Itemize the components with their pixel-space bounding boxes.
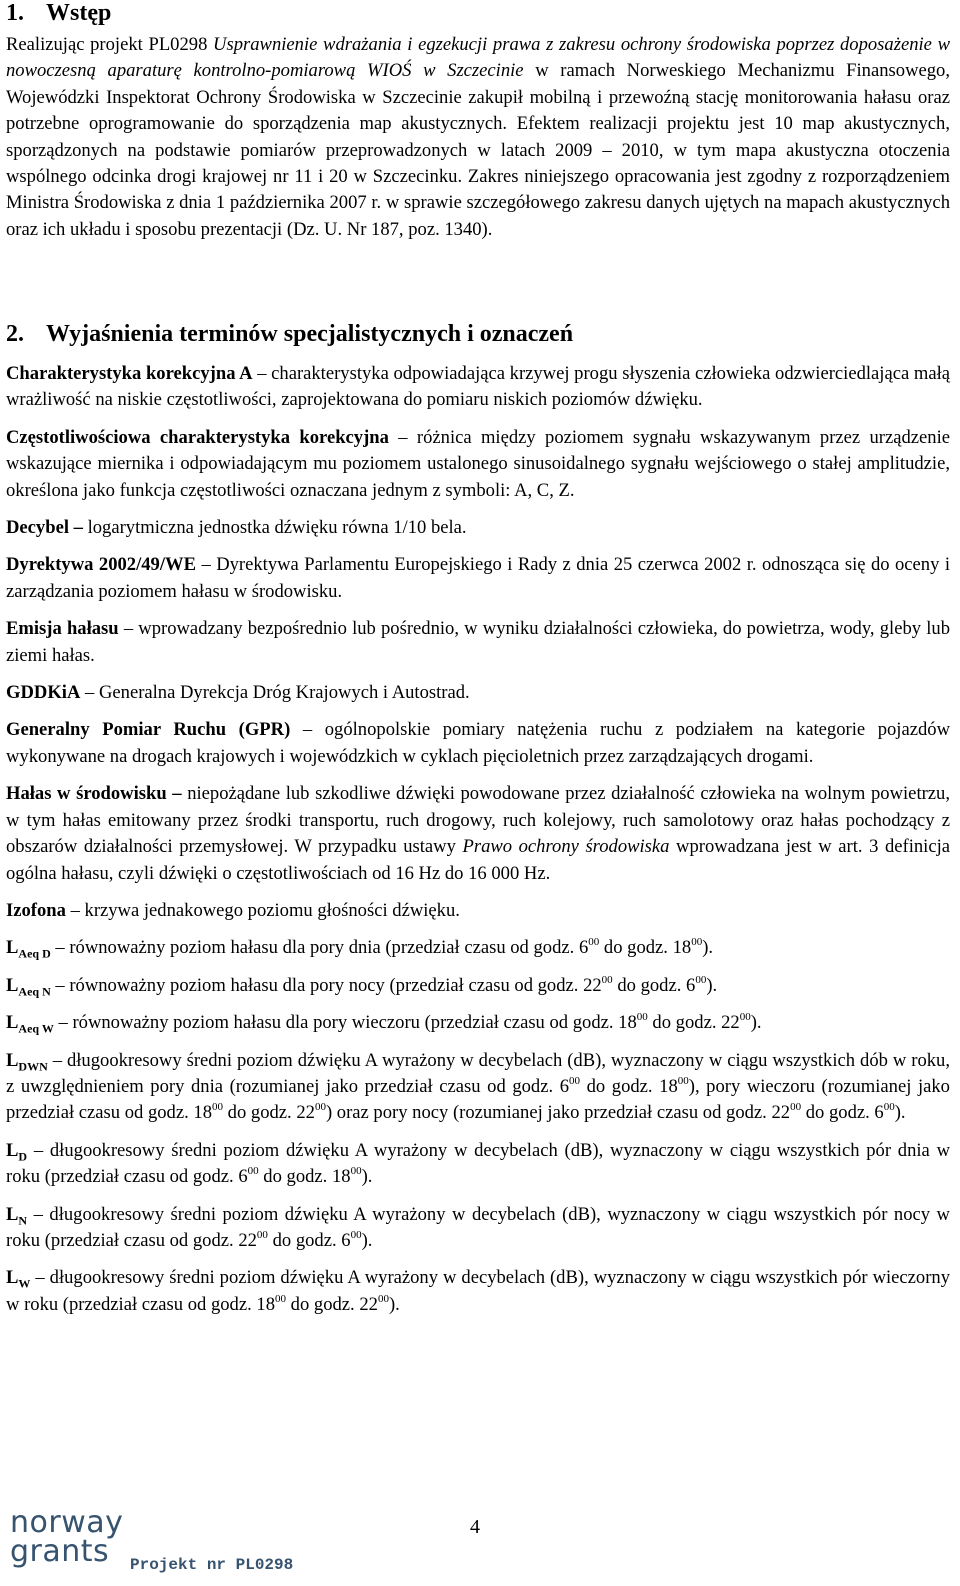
definition-text: – Dyrektywa Parlamentu Europejskiego i Rady z dnia 25 czerwca 2002 r. odnosząca się do oceny i zarządzania poziomem hałasu w środowisku.: [6, 554, 950, 602]
definition-text: – równoważny poziom hałasu dla pory wieczoru (przedział czasu od godz. 18: [53, 1012, 637, 1034]
definition-text: wprowadzana jest w art. 3 definicja ogólna hałasu, czyli dźwięki o częstotliwościach od 16 Hz do 16 000 Hz.: [6, 836, 950, 884]
definition-text: ).: [894, 1102, 906, 1124]
definition-item: [6, 1202, 950, 1255]
definition-text: – Generalna Dyrekcja Dróg Krajowych i Autostrad.: [80, 682, 470, 704]
definition-text: do godz. 18: [580, 1075, 678, 1097]
definition-item: [6, 425, 950, 504]
definition-term: Hałas w środowisku –: [6, 783, 182, 805]
definition-text: – długookresowy średni poziom dźwięku A wyrażony w decybelach (dB), wyznaczony w ciągu wszystkich dób w roku, z uwzględnieniem pory dnia (rozumianej jako przedział czasu od godz. 6: [6, 1049, 950, 1097]
superscript: 00: [569, 1074, 581, 1087]
definition-term: Emisja hałasu: [6, 618, 119, 640]
definition-text: ) oraz pory nocy (rozumianej jako przedział czasu od godz. 22: [325, 1102, 791, 1124]
definition-item: [6, 680, 950, 706]
definition-text: – krzywa jednakowego poziomu głośności dźwięku.: [65, 899, 460, 921]
superscript: 00: [677, 1074, 689, 1087]
definition-text: – długookresowy średni poziom dźwięku A wyrażony w decybelach (dB), wyznaczony w ciągu wszystkich pór nocy w roku (przedział czasu od godz. 22: [6, 1203, 950, 1251]
definition-text: ).: [702, 937, 714, 959]
definition-text: logarytmiczna jednostka dźwięku równa 1/10 bela.: [82, 517, 467, 539]
intro-text-rest: w ramach Norweskiego Mechanizmu Finansowego, Wojewódzki Inspektorat Ochrony Środowiska w Szczecinie zakupił mobilną i przewoźną stację monitorowania hałasu oraz potrzebne oprogramowanie do sporządzenia map akustycznych. Efektem realizacji projektu jest 10 map akustycznych, sporządzonych na podstawie pomiarów przeprowadzonych w latach 2009 – 2010, w tym mapa akustyczna otoczenia wspólnego odcinka drogi krajowej nr 11 i 20 w Szczecinku. Zakres niniejszego opracowania jest zgodny z rozporządzeniem Ministra Środowiska z dnia 1 października 2007 r. w sprawie szczegółowego zakresu danych ujętych na mapach akustycznych oraz ich układu i sposobu prezentacji (Dz. U. Nr 187, poz. 1340).: [6, 60, 950, 240]
page-footer: [0, 1500, 960, 1586]
symbol-subscript: D: [18, 1149, 28, 1164]
definition-item: [6, 717, 950, 770]
superscript: 00: [790, 1101, 802, 1114]
definition-text: do godz. 6: [612, 974, 696, 996]
definition-text: – ogólnopolskie pomiary natężenia ruchu z podziałem na kategorie pojazdów wykonywane na drogach krajowych i wojewódzkich w cyklach pięcioletnich przez zarządzających drogami.: [6, 719, 950, 767]
superscript: 00: [883, 1101, 895, 1114]
section-2-heading: [6, 321, 573, 347]
superscript: 00: [314, 1101, 326, 1114]
section-number: 1.: [6, 0, 24, 26]
definition-text: do godz. 22: [647, 1012, 740, 1034]
superscript: 00: [588, 936, 600, 949]
definitions-list: [6, 361, 950, 1329]
definition-text: – długookresowy średni poziom dźwięku A wyrażony w decybelach (dB), wyznaczony w ciągu wszystkich pór wieczorny w roku (przedział czasu od godz. 18: [6, 1267, 950, 1315]
definition-text: ).: [750, 1012, 762, 1034]
superscript: 00: [695, 973, 707, 986]
section-title: Wstęp: [46, 0, 112, 26]
symbol-letter: L: [6, 1267, 19, 1289]
definition-item: [6, 1265, 950, 1318]
symbol-letter: L: [6, 1203, 19, 1225]
definition-item: [6, 552, 950, 605]
definition-term: Częstotliwościowa charakterystyka korekcyjna: [6, 426, 389, 448]
definition-item: [6, 935, 950, 961]
page-number: 4: [470, 1516, 480, 1538]
superscript: 00: [377, 1292, 389, 1305]
superscript: 00: [636, 1010, 648, 1023]
symbol-subscript: Aeq W: [18, 1021, 54, 1036]
definition-text: do godz. 6: [801, 1102, 884, 1124]
superscript: 00: [350, 1164, 362, 1177]
definition-text: ).: [361, 1229, 373, 1251]
definition-text: do godz. 22: [286, 1293, 378, 1315]
logo-line: grants: [10, 1534, 110, 1569]
logo-line: norway: [10, 1505, 124, 1540]
definition-text: do godz. 18: [258, 1166, 351, 1188]
definition-text: ), pory wieczoru (rozumianej jako przedział czasu od godz. 18: [6, 1075, 950, 1124]
definition-text: – równoważny poziom hałasu dla pory dnia (przedział czasu od godz. 6: [50, 937, 589, 959]
definition-text: – różnica między poziomem sygnału wskazywanym przez urządzenie wskazujące miernika i odpowiadającym mu poziomem ustalonego sinusoidalnego sygnału wejściowego o stałej amplitudzie, określona jako funkcja częstotliwości oznaczana jednym z symboli: A, C, Z.: [6, 426, 950, 501]
superscript: 00: [247, 1164, 259, 1177]
symbol-subscript: Aeq D: [18, 947, 51, 962]
definition-text: – charakterystyka odpowiadająca krzywej progu słyszenia człowieka odzwierciedlająca małą wrażliwość na niskie częstotliwości, zaprojektowana do pomiaru niskich poziomów dźwięku.: [6, 363, 951, 411]
definition-text: do godz. 6: [267, 1229, 351, 1251]
project-number: Projekt nr PL0298: [130, 1556, 294, 1574]
definition-term: Decybel –: [6, 517, 83, 539]
definition-item: [6, 973, 950, 999]
definition-item: [6, 1010, 950, 1036]
symbol-subscript: DWN: [18, 1059, 48, 1074]
definition-text: do godz. 22: [223, 1102, 315, 1124]
definition-item: [6, 898, 950, 924]
definition-term: Generalny Pomiar Ruchu (GPR): [6, 719, 291, 741]
definition-text: ).: [361, 1166, 373, 1188]
definition-term: Charakterystyka korekcyjna A: [6, 363, 253, 384]
symbol-letter: L: [6, 1049, 19, 1071]
symbol-letter: L: [6, 974, 19, 996]
section-title: Wyjaśnienia terminów specjalistycznych i oznaczeń: [46, 321, 574, 347]
intro-text-start: Realizując projekt PL0298: [6, 34, 214, 55]
definition-text: – równoważny poziom hałasu dla pory nocy (przedział czasu od godz. 22: [50, 974, 602, 996]
superscript: 00: [275, 1292, 286, 1305]
definition-item: [6, 616, 950, 669]
definition-item: [6, 1048, 950, 1127]
symbol-subscript: N: [18, 1213, 28, 1228]
symbol-letter: L: [6, 1012, 19, 1034]
superscript: 00: [212, 1101, 223, 1114]
law-title-italic: Prawo ochrony środowiska: [462, 836, 670, 858]
definition-text: ).: [388, 1293, 400, 1315]
definition-text: do godz. 18: [599, 937, 692, 959]
section-number: 2.: [6, 321, 24, 347]
superscript: 00: [350, 1228, 362, 1241]
definition-text: – długookresowy średni poziom dźwięku A wyrażony w decybelach (dB), wyznaczony w ciągu wszystkich pór dnia w roku (przedział czasu od godz. 6: [6, 1139, 950, 1188]
intro-paragraph: [6, 32, 950, 243]
superscript: 00: [691, 936, 703, 949]
superscript: 00: [601, 973, 613, 986]
symbol-letter: L: [6, 1139, 19, 1161]
definition-term: GDDKiA: [6, 682, 81, 704]
definition-item: [6, 515, 950, 541]
definition-text: niepożądane lub szkodliwe dźwięki powodowane przez działalność człowieka na wolnym powietrzu, w tym hałas emitowany przez środki transportu, ruch drogowy, ruch kolejowy, ruch samolotowy oraz hałas pochodzący z obszarów działalności przemysłowej. W przypadku ustawy: [6, 783, 950, 858]
project-title-italic: Usprawnienie wdrażania i egzekucji prawa z zakresu ochrony środowiska poprzez doposażenie w nowoczesną aparaturę kontrolno-pomiarową WIOŚ w Szczecinie: [6, 34, 950, 82]
symbol-subscript: W: [18, 1277, 31, 1292]
definition-item: [6, 361, 950, 414]
definition-term: Izofona: [6, 899, 66, 921]
norway-grants-logo: [10, 1505, 124, 1569]
definition-item: [6, 1138, 950, 1191]
superscript: 00: [739, 1010, 751, 1023]
section-1-heading: [6, 0, 111, 26]
symbol-subscript: Aeq N: [18, 984, 51, 999]
definition-term: Dyrektywa 2002/49/WE: [6, 554, 197, 576]
definition-text: ).: [706, 974, 718, 996]
symbol-letter: L: [6, 937, 19, 959]
definition-item: [6, 781, 950, 887]
superscript: 00: [256, 1228, 268, 1241]
definition-text: – wprowadzany bezpośrednio lub pośrednio, w wyniku działalności człowieka, do powietrza, wody, gleby lub ziemi hałas.: [6, 618, 950, 666]
